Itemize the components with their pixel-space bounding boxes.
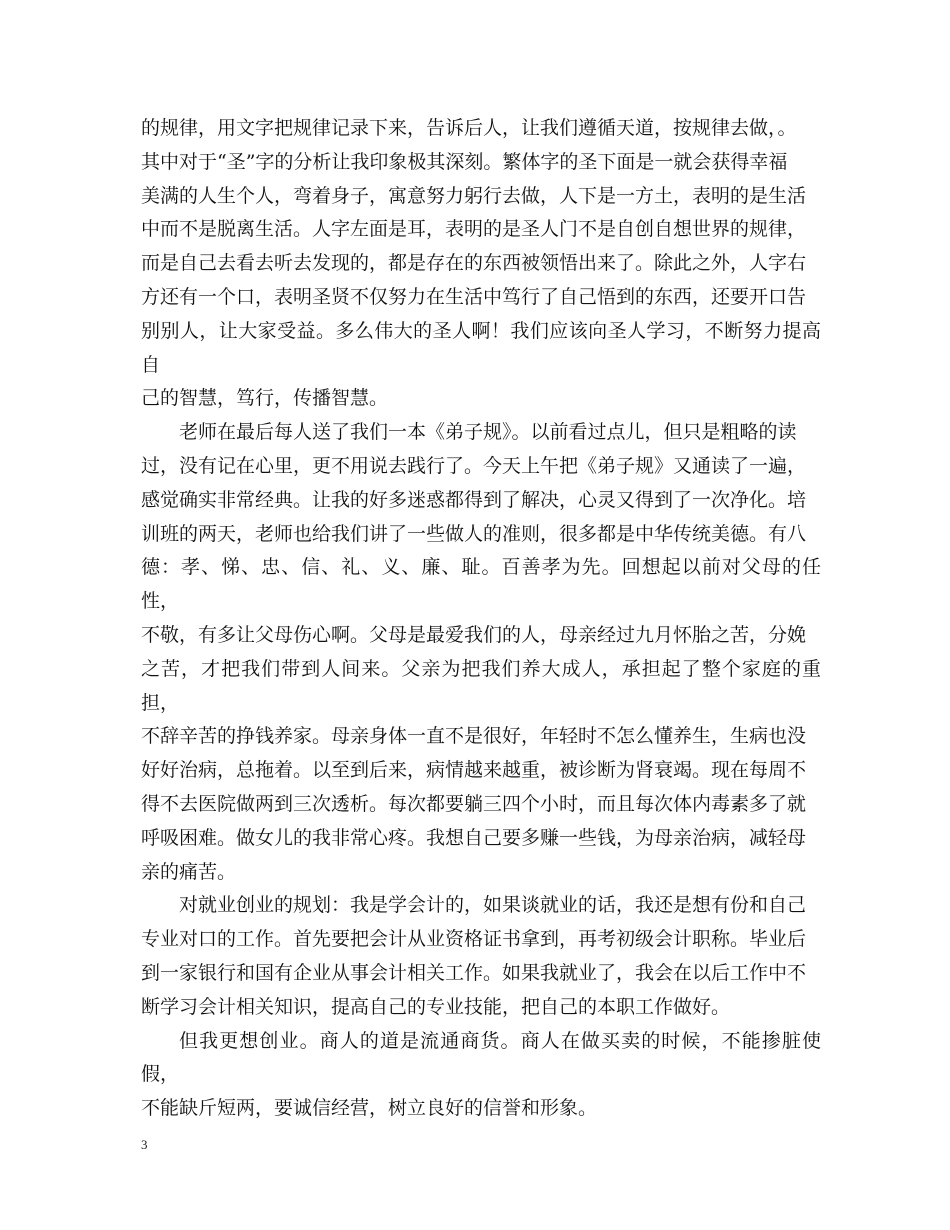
text-line: 得不去医院做两到三次透析。每次都要躺三四个小时，而且每次体内毒素多了就 [141, 792, 807, 815]
text-line: 断学习会计相关知识，提高自己的专业技能，把自己的本职工作做好。 [141, 995, 731, 1018]
text-line: 对就业创业的规划：我是学会计的，如果谈就业的话，我还是想有份和自己 [179, 894, 807, 917]
body-text [141, 112, 821, 1126]
text-line: 不敬，有多让父母伤心啊。父母是最爱我们的人，母亲经过九月怀胎之苦，分娩 [141, 623, 807, 646]
text-line: 的规律，用文字把规律记录下来，告诉后人，让我们遵循天道，按规律去做，。 [141, 117, 797, 139]
text-line: 德：孝、悌、忠、信、礼、义、廉、耻。百善孝为先。回想起以前对父母的任性， [141, 556, 821, 613]
text-line: 呼吸困难。做女儿的我非常心疼。我想自己要多赚一些钱，为母亲治病，减轻母 [141, 826, 807, 849]
text-line: 亲的痛苦。 [141, 860, 237, 883]
text-line: 己的智慧，笃行，传播智慧。 [141, 387, 389, 410]
text-line: 方还有一个口，表明圣贤不仅努力在生活中笃行了自己悟到的东西，还要开口告 [141, 285, 807, 308]
text-line: 美满的人生个人，弯着身子，寓意努力躬行去做，人下是一方土，表明的是生活 [141, 184, 807, 207]
text-line: 到一家银行和国有企业从事会计相关工作。如果我就业了，我会在以后工作中不 [141, 961, 807, 984]
text-line: 好好治病，总拖着。以至到后来，病情越来越重，被诊断为肾衰竭。现在每周不 [141, 759, 807, 782]
text-line: 中而不是脱离生活。人字左面是耳，表明的是圣人门不是自创自想世界的规律， [141, 218, 807, 241]
paragraph [141, 112, 821, 416]
text-line: 专业对口的工作。首先要把会计从业资格证书拿到，再考初级会计职称。毕业后 [141, 928, 807, 951]
text-line: 而是自己去看去听去发现的，都是存在的东西被领悟出来了。除此之外，人字右 [141, 252, 807, 275]
paragraph [141, 1025, 821, 1126]
text-line: 别别人，让大家受益。多么伟大的圣人啊！我们应该向圣人学习，不断努力提高自 [141, 319, 821, 376]
text-line: 不辞辛苦的挣钱养家。母亲身体一直不是很好，年轻时不怎么懂养生，生病也没 [141, 725, 807, 748]
text-line: 其中对于“圣”字的分析让我印象极其深刻。繁体字的圣下面是一就会获得幸福 [141, 150, 788, 173]
text-line: 之苦，才把我们带到人间来。父亲为把我们养大成人，承担起了整个家庭的重担， [141, 657, 821, 714]
text-line: 但我更想创业。商人的道是流通商货。商人在做买卖的时候，不能掺脏使假， [141, 1029, 821, 1086]
text-line: 过，没有记在心里，更不用说去践行了。今天上午把《弟子规》又通读了一遍， [141, 454, 807, 477]
paragraph [141, 889, 821, 1024]
paragraph [141, 416, 821, 889]
text-line: 感觉确实非常经典。让我的好多迷惑都得到了解决，心灵又得到了一次净化。培 [141, 488, 807, 511]
text-line: 不能缺斤短两，要诚信经营，树立良好的信誉和形象。 [141, 1097, 598, 1120]
text-line: 训班的两天，老师也给我们讲了一些做人的准则，很多都是中华传统美德。有八 [141, 522, 807, 545]
page-number: 3 [141, 1137, 148, 1152]
text-line: 老师在最后每人送了我们一本《弟子规》。以前看过点儿，但只是粗略的读 [179, 421, 797, 444]
